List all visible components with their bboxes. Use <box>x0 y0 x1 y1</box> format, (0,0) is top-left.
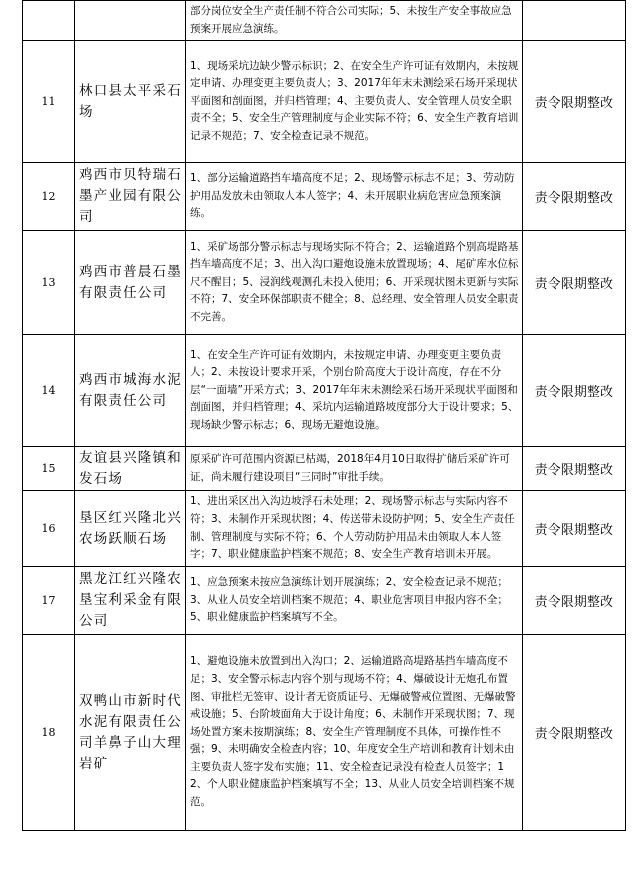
issues-text: 1、在安全生产许可证有效期内，未按规定申请、办理变更主要负责人；2、未按设计要求开采，个别台阶高度大于设计高度，存在不分层“一面墙”开采方式；3、2017年年末未测绘采石场开采现状平面图和剖面图，并归档管理；4、采坑内运输道路坡度部分大于设计要求；5、现场缺少警示标志；6、现场无避炮设施。 <box>186 335 523 447</box>
action-text: 责令限期整改 <box>523 335 626 447</box>
issues-text: 1、避炮设施未放置到出入沟口；2、运输道路高堤路基挡车墙高度不足；3、安全警示标志内容个别与现场不符；4、爆破设计无炮孔布置图、审批栏无签审、设计者无资质证号、无爆破警戒位置图、无爆破警戒设施；5、台阶坡面角大于设计角度；6、未制作开采现状图；7、现场处置方案未按期演练；8、安全生产管理制度不具体，可操作性不强；9、未明确安全检查内容；10、年度安全生产培训和教育计划未由主要负责人签字发布实施；11、安全检查记录没有检查人员签字；12、个人职业健康监护档案填写不全；13、从业人员安全培训档案不规范。 <box>186 635 523 831</box>
company-name: 友谊县兴隆镇和发石场 <box>75 447 186 491</box>
issues-text: 1、现场采坑边缺少警示标识；2、在安全生产许可证有效期内，未按规定申请、办理变更主要负责人；3、2017年年末未测绘采石场开采现状平面图和剖面图，并归档管理；4、主要负责人、安全管理人员安全职责不全；5、安全生产管理制度与企业实际不符；6、安全生产教育培训记录不规范；7、安全检查记录不规范。 <box>186 41 523 163</box>
issues-text: 1、应急预案未按应急演练计划开展演练；2、安全检查记录不规范；3、从业人员安全培训档案不规范；4、职业危害项目申报内容不全；5、职业健康监护档案填写不全。 <box>186 567 523 635</box>
row-number: 12 <box>23 163 75 231</box>
table-row <box>23 41 626 163</box>
company-name <box>75 1 186 41</box>
action-text: 责令限期整改 <box>523 635 626 831</box>
table-row <box>23 635 626 831</box>
action-text: 责令限期整改 <box>523 491 626 567</box>
issues-text: 1、进出采区出入沟边坡浮石未处理；2、现场警示标志与实际内容不符；3、未制作开采现状图；4、传送带未设防护网；5、安全生产责任制、管理制度与实际不符；6、个人劳动防护用品未由领取人本人签字；7、职业健康监护档案不规范；8、安全生产教育培训未开展。 <box>186 491 523 567</box>
company-name: 垦区红兴隆北兴农场跃顺石场 <box>75 491 186 567</box>
table-row <box>23 1 626 41</box>
action-text <box>523 1 626 41</box>
action-text: 责令限期整改 <box>523 567 626 635</box>
action-text: 责令限期整改 <box>523 163 626 231</box>
row-number <box>23 1 75 41</box>
table-row <box>23 231 626 335</box>
row-number: 16 <box>23 491 75 567</box>
table-row <box>23 491 626 567</box>
issues-text: 部分岗位安全生产责任制不符合公司实际；5、未按生产安全事故应急预案开展应急演练。 <box>186 1 523 41</box>
company-name: 鸡西市城海水泥有限责任公司 <box>75 335 186 447</box>
row-number: 11 <box>23 41 75 163</box>
issues-text: 1、部分运输道路挡车墙高度不足；2、现场警示标志不足；3、劳动防护用品发放未由领取人本人签字；4、未开展职业病危害应急预案演练。 <box>186 163 523 231</box>
table-row <box>23 567 626 635</box>
company-name: 双鸭山市新时代水泥有限责任公司羊鼻子山大理岩矿 <box>75 635 186 831</box>
row-number: 14 <box>23 335 75 447</box>
company-name: 林口县太平采石场 <box>75 41 186 163</box>
row-number: 18 <box>23 635 75 831</box>
company-name: 黑龙江红兴隆农垦宝利采金有限公司 <box>75 567 186 635</box>
issues-text: 1、采矿场部分警示标志与现场实际不符合；2、运输道路个别高堤路基挡车墙高度不足；3、出入沟口避炮设施未放置现场；4、尾矿库水位标尺不醒目；5、浸润线观测孔未投入使用；6、开采现状图未更新与实际不符；7、安全环保部职责不健全；8、总经理、安全管理人员安全职责不完善。 <box>186 231 523 335</box>
rectification-table <box>22 0 626 831</box>
company-name: 鸡西市普晨石墨有限责任公司 <box>75 231 186 335</box>
action-text: 责令限期整改 <box>523 41 626 163</box>
table-row <box>23 163 626 231</box>
company-name: 鸡西市贝特瑞石墨产业园有限公司 <box>75 163 186 231</box>
row-number: 17 <box>23 567 75 635</box>
table-row <box>23 335 626 447</box>
issues-text: 原采矿许可范围内资源已枯竭，2018年4月10日取得扩储后采矿许可证，尚未履行建设项目“三同时”审批手续。 <box>186 447 523 491</box>
action-text: 责令限期整改 <box>523 447 626 491</box>
row-number: 13 <box>23 231 75 335</box>
row-number: 15 <box>23 447 75 491</box>
action-text: 责令限期整改 <box>523 231 626 335</box>
table-row <box>23 447 626 491</box>
